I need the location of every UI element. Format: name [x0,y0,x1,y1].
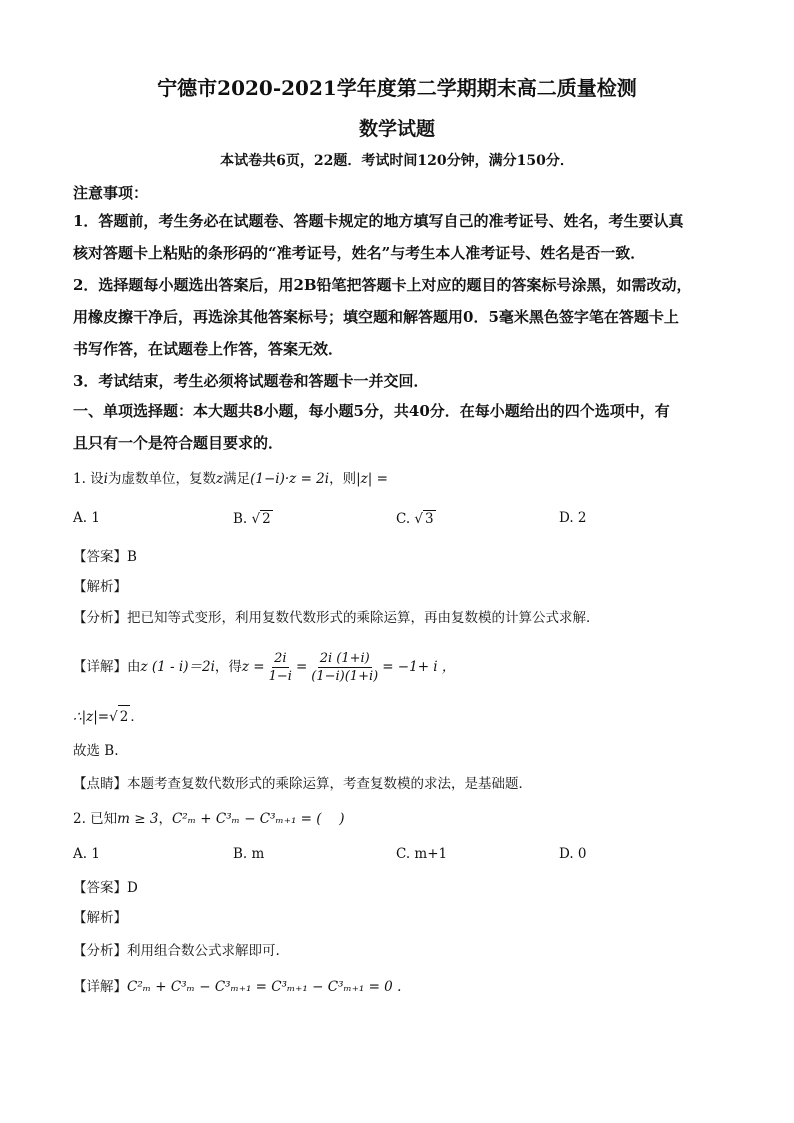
q1-fraction-2: $\frac{2i (1+i)}{(1-i)(1+i)}$ [311,650,379,684]
notice-item-2-line-1: 2．选择题每小题选出答案后，用2B铅笔把答题卡上对应的题目的答案标号涂黑，如需改动， [73,276,692,294]
q2-fenxi: 【分析】利用组合数公式求解即可. [73,943,280,959]
notice-heading: 注意事项： [73,184,149,202]
q2-option-d: D. 0 [559,846,587,862]
notice-item-1-line-2: 核对答题卡上粘贴的条形码的“准考证号，姓名”与考生本人准考证号、姓名是否一致． [73,244,646,262]
q2-analysis-heading: 【解析】 [73,910,127,926]
notice-item-2-line-2: 用橡皮擦干净后，再选涂其他答案标号；填空题和解答题用0．5毫米黑色签字笔在答题卡上 [73,308,679,326]
q1-dianjing: 【点睛】本题考查复数代数形式的乘除运算，考查复数模的求法，是基础题． [73,776,532,792]
q1-choose: 故选 B. [73,743,119,759]
q1-option-d: D. 2 [559,510,587,526]
q1-stem: 1. 设i为虚数单位，复数z满足(1−i)·z = 2i，则|z| = [73,471,388,487]
q1-conclusion: ∴|z|=√ 2 ． [73,705,734,728]
exam-info: 本试卷共6页，22题．考试时间120分钟，满分150分． [220,153,574,169]
q1-answer: 【答案】B [73,549,137,565]
section-1-heading-line-1: 一、单项选择题：本大题共8小题，每小题5分，共40分．在每小题给出的四个选项中，有 [73,402,670,420]
q2-option-a: A. 1 [73,846,100,862]
q1-option-c: C. √ 3 [396,511,434,527]
notice-item-3: 3．考试结束，考生必须将试题卷和答题卡一并交回． [73,372,429,390]
q1-option-a: A. 1 [73,510,100,526]
paper-subject-title: 数学试题 [358,118,435,140]
q1-detail: 【详解】由 z (1 - i)＝2i ，得 z = $\frac{2i}{1-i}$ = $\frac{2i (1+i)}{(1-i)(1+i)}$ = −1+ i ， [73,650,456,684]
q1-fraction-1: $\frac{2i}{1-i}$ [268,650,292,684]
notice-item-1-line-1: 1．答题前，考生务必在试题卷、答题卡规定的地方填写自己的准考证号、姓名，考生要认真 [73,212,684,230]
q2-detail: 【详解】C²ₘ + C³ₘ − C³ₘ₊₁ = C³ₘ₊₁ − C³ₘ₊₁ = 0 . [73,979,402,995]
q2-option-c: C. m+1 [396,846,448,862]
q2-condition: m ≥ 3 [117,811,159,827]
q1-analysis-heading: 【解析】 [73,579,127,595]
q2-expression: C²ₘ + C³ₘ − C³ₘ₊₁ = ( ) [171,811,345,827]
q1-option-b: B. √ 2 [233,511,271,527]
page-title: 宁德市2020-2021学年度第二学期期末高二质量检测 [157,76,637,100]
q1-modulus: |z| = [356,471,388,487]
q1-fenxi: 【分析】把已知等式变形，利用复数代数形式的乘除运算，再由复数模的计算公式求解． [73,610,600,626]
q2-answer: 【答案】D [73,880,138,896]
q1-condition: (1−i)·z = 2i [250,471,330,487]
q2-option-b: B. m [233,846,265,862]
section-1-heading-line-2: 且只有一个是符合题目要求的． [73,434,284,452]
notice-item-2-line-3: 书写作答，在试题卷上作答，答案无效． [73,340,344,358]
q2-stem: 2. 已知m ≥ 3，C²ₘ + C³ₘ − C³ₘ₊₁ = ( ) [73,811,345,827]
